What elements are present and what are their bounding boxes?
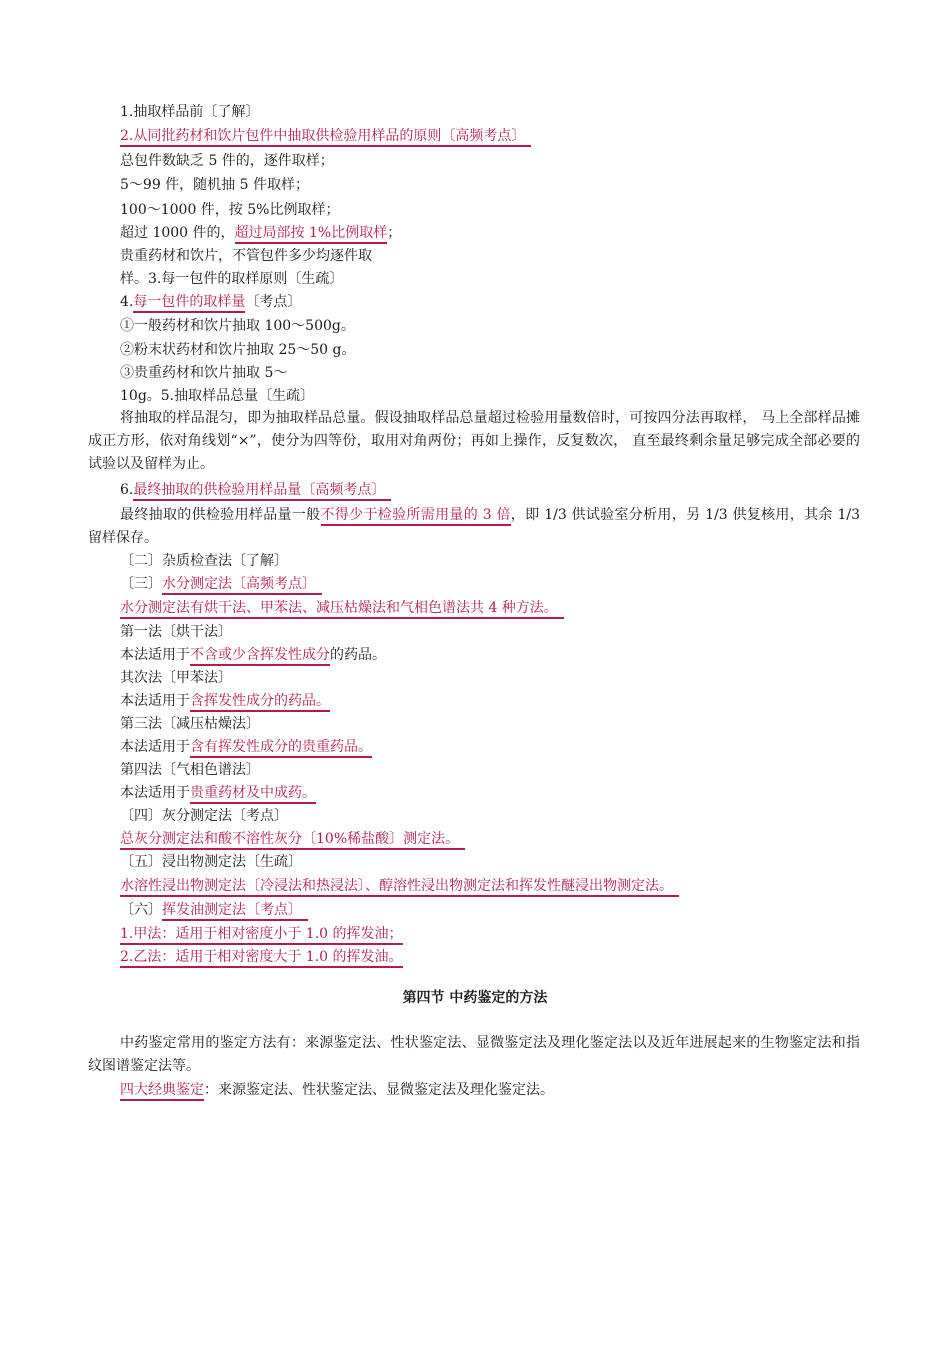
highlighted-text: 贵重药材及中成药。 — [190, 785, 316, 804]
highlighted-text: 含有挥发性成分的贵重药品。 — [190, 739, 372, 758]
paragraph — [88, 504, 860, 550]
text-line: 总包件数缺乏 5 件的，逐件取样； — [120, 153, 334, 169]
text-line — [120, 1080, 554, 1100]
text-line — [120, 900, 308, 920]
text-line — [120, 223, 401, 243]
highlighted-text: 水溶性浸出物测定法〔冷浸法和热浸法〕、醇溶性浸出物测定法和挥发性醚浸出物测定法。 — [120, 878, 679, 897]
text-line — [120, 598, 564, 618]
text-segment: 超过 1000 件的， — [120, 225, 235, 241]
text-segment: 本法适用于 — [120, 693, 190, 709]
text-line: 样。3.每一包件的取样原则〔生疏〕 — [120, 271, 344, 287]
text-line — [120, 947, 403, 967]
text-line: 第四法〔气相色谱法〕 — [120, 762, 260, 778]
section-heading: 第四节 中药鉴定的方法 — [402, 990, 548, 1006]
text-line — [120, 876, 679, 896]
highlighted-text: 2.从同批药材和饮片包件中抽取供检验用样品的原则〔高频考点〕 — [120, 128, 531, 147]
text-segment: 最终抽取的供检验用样品量一般 — [120, 507, 321, 523]
text-line: 第一法〔烘干法〕 — [120, 624, 232, 640]
highlighted-text: 挥发油测定法〔考点〕 — [162, 902, 308, 921]
text-line: 〔二〕杂质检查法〔了解〕 — [120, 553, 288, 569]
text-line — [120, 691, 330, 711]
text-line: 第三法〔减压枯燥法〕 — [120, 716, 260, 732]
text-line — [120, 737, 372, 757]
text-segment: 〔考点〕 — [245, 294, 302, 310]
text-line — [120, 829, 465, 849]
paragraph: 将抽取的样品混匀，即为抽取样品总量。假设抽取样品总量超过检验用量数倍时，可按四分法再取样， 马上全部样品摊成正方形，依对角线划“×”，使分为四等份，取用对角两份；再如上操作，反复数次， 直至最终剩余量足够完成全部必要的试验以及留样为止。 — [88, 410, 860, 472]
text-segment: 6. — [120, 482, 134, 498]
text-line — [120, 924, 403, 944]
highlighted-text: 总灰分测定法和酸不溶性灰分〔10%稀盐酸〕测定法。 — [120, 831, 465, 850]
text-segment: 〔六〕 — [120, 902, 162, 918]
text-segment: 本法适用于 — [120, 739, 190, 755]
text-line: 其次法〔甲苯法〕 — [120, 670, 232, 686]
highlighted-text: 含挥发性成分的药品。 — [190, 693, 330, 712]
text-line: ③贵重药材和饮片抽取 5～ — [120, 365, 288, 381]
highlighted-text: 每一包件的取样量 — [133, 294, 245, 313]
highlighted-text: 水分测定法〔高频考点〕 — [162, 576, 322, 595]
text-line — [120, 645, 386, 665]
highlighted-text: 不含或少含挥发性成分 — [190, 647, 330, 666]
text-line: 1.抽取样品前〔了解〕 — [120, 104, 260, 120]
text-segment: 〔三〕 — [120, 576, 162, 592]
text-line — [120, 783, 316, 803]
text-line: 贵重药材和饮片，不管包件多少均逐件取 — [120, 248, 372, 264]
highlighted-text: 2.乙法：适用于相对密度大于 1.0 的挥发油。 — [120, 949, 403, 968]
text-line: 〔五〕浸出物测定法〔生疏〕 — [120, 854, 302, 870]
text-line — [120, 574, 322, 594]
text-segment: 的药品。 — [330, 647, 386, 663]
highlighted-text: 最终抽取的供检验用样品量〔高频考点〕 — [133, 482, 391, 501]
highlighted-text: 超过局部按 1%比例取样 — [235, 225, 388, 244]
paragraph: 中药鉴定常用的鉴定方法有：来源鉴定法、性状鉴定法、显微鉴定法及理化鉴定法以及近年进展起来的生物鉴定法和指纹图谱鉴定法等。 — [88, 1035, 860, 1074]
text-line: 〔四〕灰分测定法〔考点〕 — [120, 808, 288, 824]
text-segment: ； — [387, 225, 402, 241]
text-line: ①一般药材和饮片抽取 100～500g。 — [120, 318, 355, 334]
highlighted-text: 不得少于检验所需用量的 3 倍 — [321, 507, 511, 526]
text-line: ②粉末状药材和饮片抽取 25～50 g。 — [120, 342, 356, 358]
text-line: 10g。5.抽取样品总量〔生疏〕 — [120, 388, 315, 404]
text-line — [120, 292, 301, 312]
highlighted-text: 水分测定法有烘干法、甲苯法、减压枯燥法和气相色谱法共 4 种方法。 — [120, 600, 564, 619]
highlighted-text: 四大经典鉴定 — [120, 1082, 204, 1101]
text-line: 100～1000 件，按 5%比例取样； — [120, 202, 340, 218]
text-segment: ：来源鉴定法、性状鉴定法、显微鉴定法及理化鉴定法。 — [204, 1082, 554, 1098]
text-segment: 本法适用于 — [120, 647, 190, 663]
text-line — [120, 126, 531, 146]
highlighted-text: 1.甲法：适用于相对密度小于 1.0 的挥发油； — [120, 926, 403, 945]
text-segment: 4. — [120, 294, 134, 310]
text-segment: ，即 1/3 供试验室分析用，另 1/3 供复核用，其余 1/3 留样保存。 — [88, 507, 861, 546]
text-segment: 本法适用于 — [120, 785, 190, 801]
text-line: 5～99 件，随机抽 5 件取样； — [120, 177, 309, 193]
text-line — [120, 480, 391, 500]
